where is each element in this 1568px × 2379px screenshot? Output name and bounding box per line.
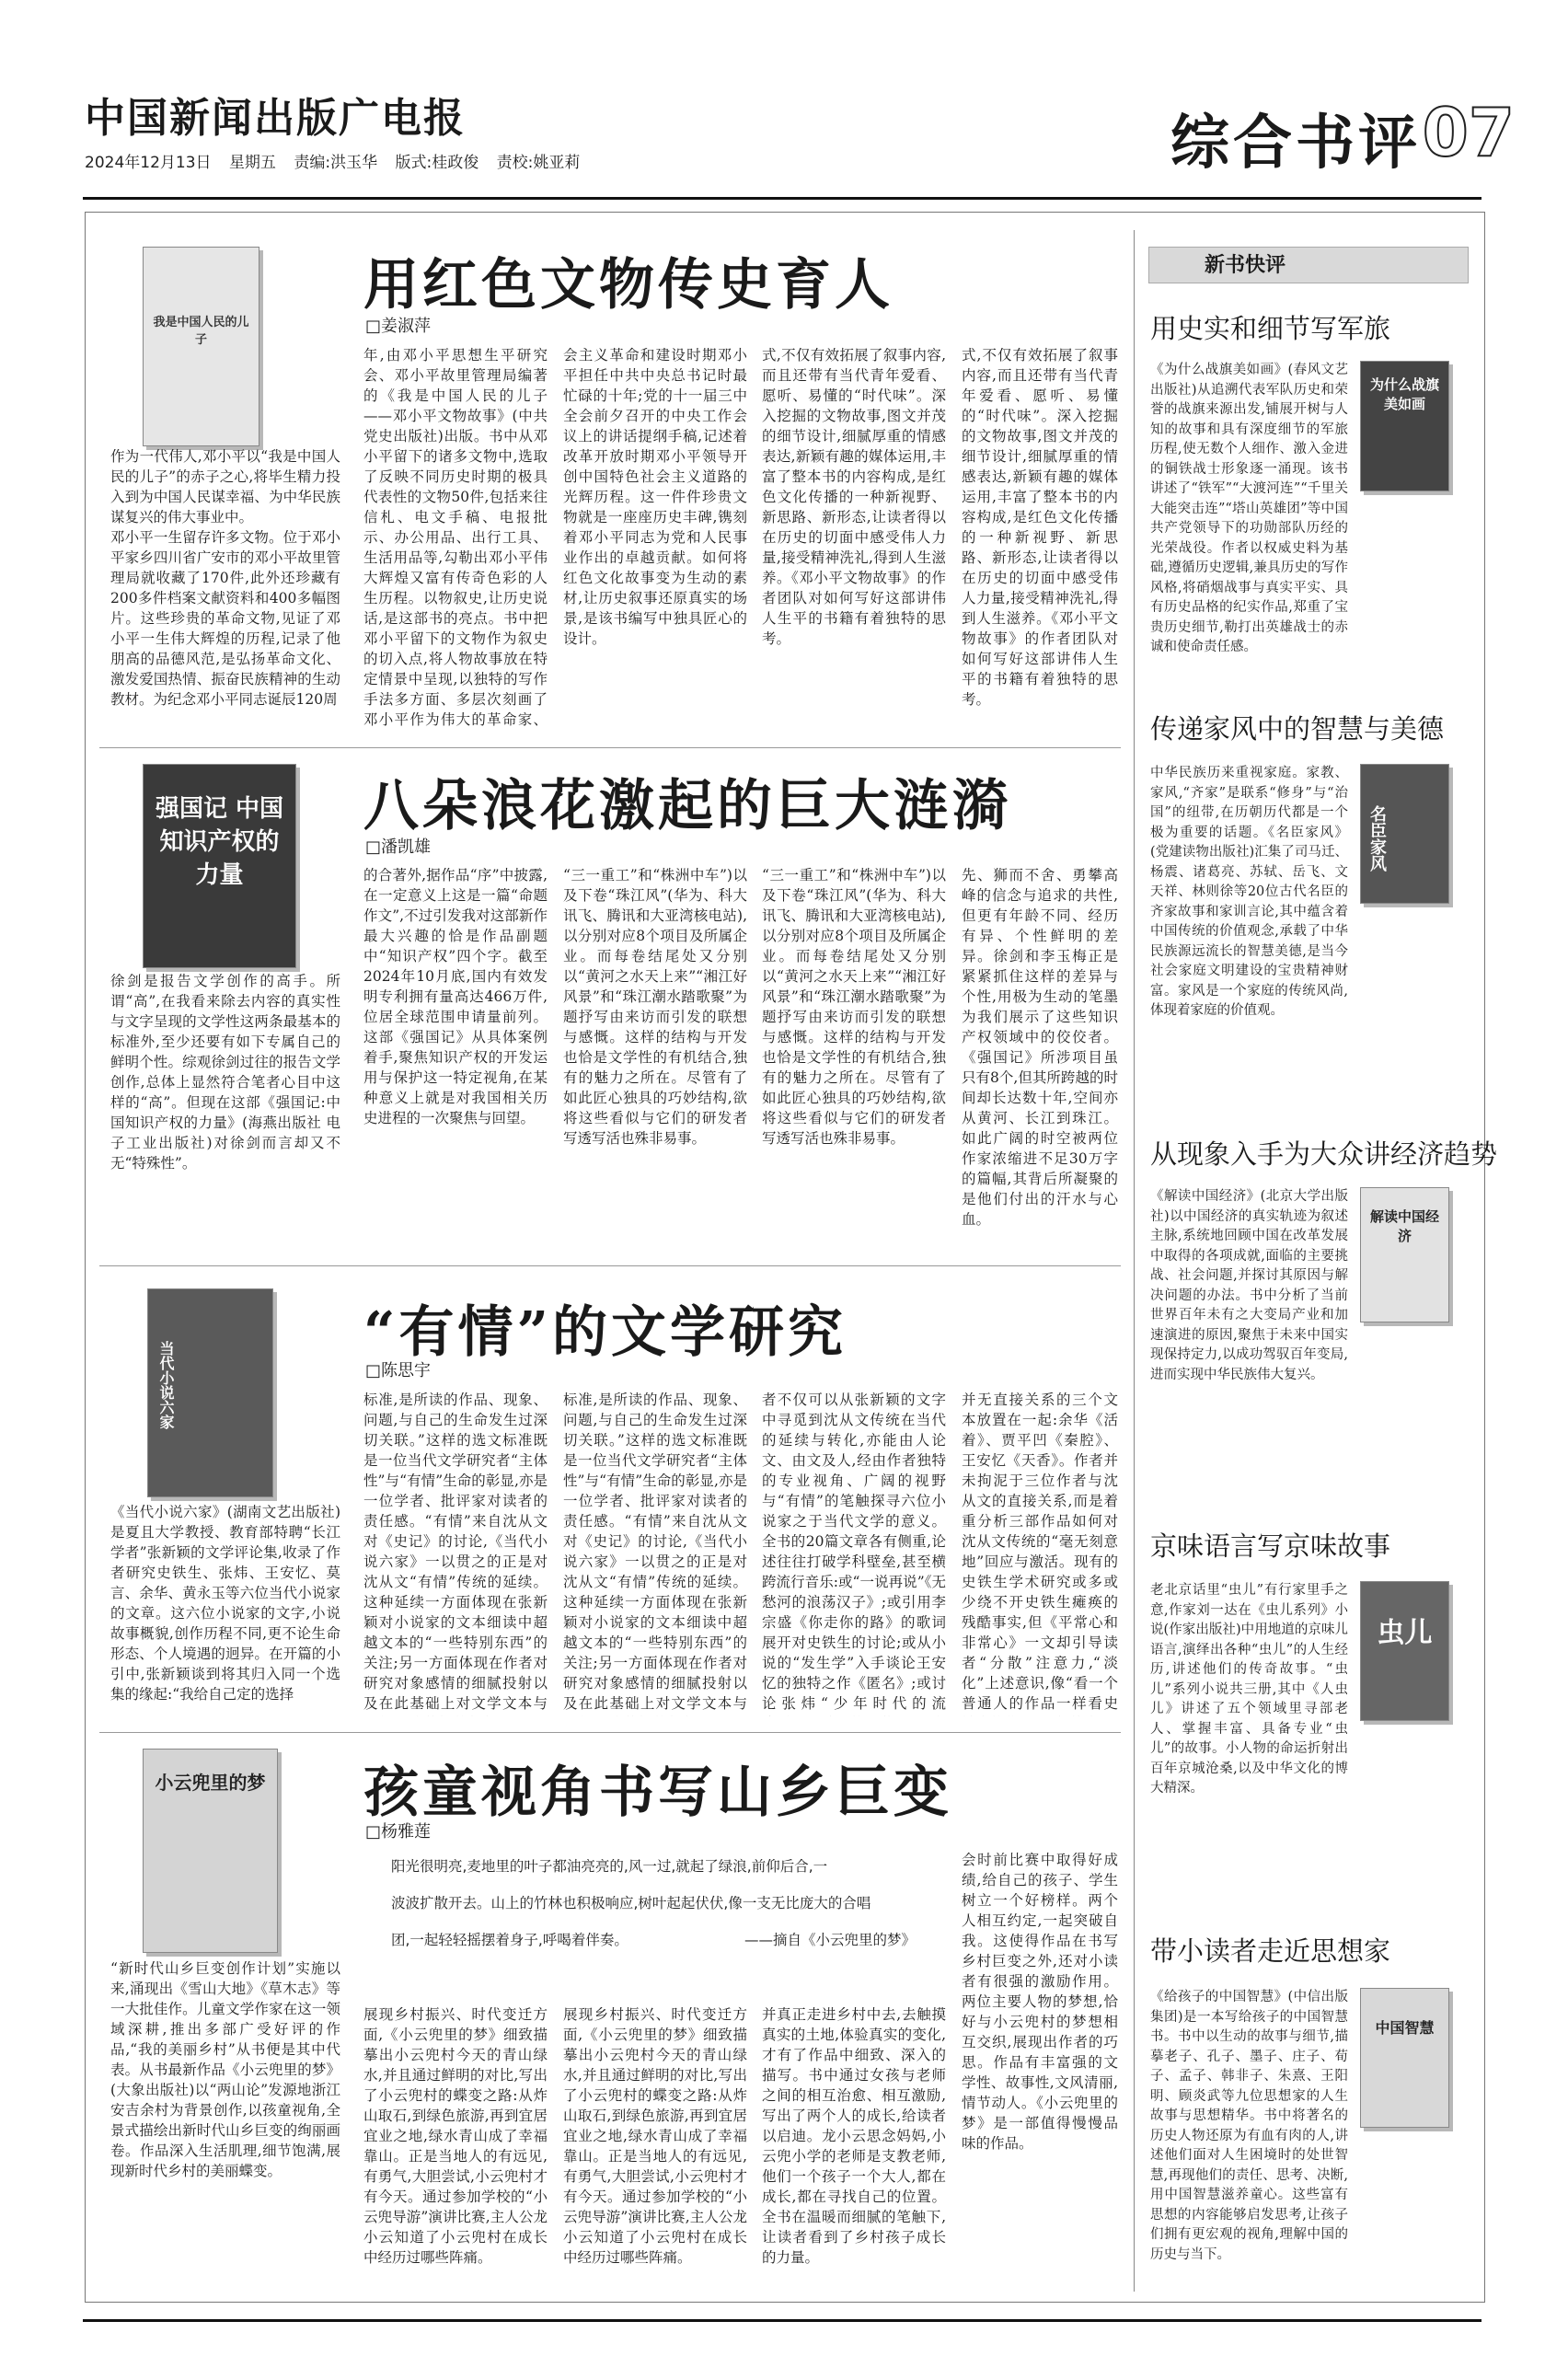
book-cover-title-4: 小云兜里的梦 <box>155 1772 266 1794</box>
book-cover-3 <box>147 1288 273 1497</box>
article-title-4: 孩童视角书写山乡巨变 <box>363 1761 952 1825</box>
issue-date: 2024年12月13日 <box>85 154 212 172</box>
review-cover-2 <box>1360 764 1449 904</box>
article-byline-3: □陈思宇 <box>365 1361 432 1380</box>
pull-quote-source: ——摘自《小云兜里的梦》 <box>744 1932 916 1948</box>
review-text-4: 老北京话里“虫儿”有行家里手之意,作家刘一达在《虫儿系列》小说(作家出版社)中用地道的京味儿语言,演绎出各种“虫儿”的人生经历,讲述他们的传奇故事。“虫儿”系列小说共三册,其中《人虫儿》讲述了五个领域里寻部老人、掌握丰富、具备专业“虫儿”的故事。小人物的命运折射出百年京城沧桑,以及中华文化的博大精深。 <box>1150 1583 1348 1796</box>
article-title-1: 用红色文物传史育人 <box>363 253 894 318</box>
book-cover-4 <box>143 1749 278 1953</box>
article-divider-1 <box>99 747 1121 748</box>
review-title-1: 用史实和细节写军旅 <box>1150 313 1391 344</box>
article-title-2: 八朵浪花激起的巨大涟漪 <box>363 774 1011 838</box>
article-lead-2: 徐剑是报告文学创作的高手。所谓“高”,在我看来除去内容的真实性与文字呈现的文学性这两条最基本的标准外,至少还要有如下专属自己的鲜明个性。综观徐剑过往的报告文学创作,总体上显然符合笔者心目中这样的“高”。但现在这部《强国记:中国知识产权的力量》(海燕出版社 电子工业出版社)对徐剑而言却又不无“特殊性”。 <box>110 973 340 1172</box>
article-divider-3 <box>99 1732 1121 1733</box>
issue-editor: 责编:洪玉华 <box>294 154 378 172</box>
pull-quote-line: 波波扩散开去。山上的竹林也积极响应,树叶起起伏伏,像一支无比庞大的合唱 <box>391 1895 871 1911</box>
article-col-2-3: “三一重工”和“株洲中车”)以及下卷“珠江风”(华为、科大讯飞、腾讯和大亚湾核电站),以分别对应8个项目及所属企业。而每卷结尾处又分别以“黄河之水天上来”“湘江好风景”和“珠江潮水踏歌聚”为题抒写由来访而引发的联想与感慨。这样的结构与开发也恰是文学性的有机结合,独有的魅力之所在。尽管有了如此匠心独具的巧妙结构,欲将这些看似与它们的研发者写透写活也殊非易事。 <box>762 867 946 1147</box>
book-cover-2 <box>143 764 296 968</box>
review-text-1: 《为什么战旗美如画》(春风文艺出版社)从追溯代表军队历史和荣誉的战旗来源出发,铺展开树与人知的故事和具有深度细节的军旅历程,使无数个人细作、激入金进的铜铁战士形象逐一涌现。该书讲述了“铁军”“大渡河连”“千里关大能突击连”“塔山英雄团”等中国共产党领导下的功勋部队历经的光荣战役。作者以权威史料为基础,遵循历史逻辑,兼具历史的写作风格,将硝烟战事与真实平实、具有历史品格的纪实作品,郑重了宝贵历史细节,勒打出英雄战士的赤诚和使命责任感。 <box>1150 363 1348 654</box>
section-title: 综合书评 <box>1170 110 1421 178</box>
review-cover-title-1: 为什么战旗美如画 <box>1369 376 1439 412</box>
article-lead-3: 《当代小说六家》(湖南文艺出版社)是夏且大学教授、教育部特聘“长江学者”张新颖的文学评论集,收录了作者研究史铁生、张炜、王安忆、莫言、余华、黄永玉等六位当代小说家的文章。这六位小说家的文字,小说故事概貌,创作历程不同,更不论生命形态、个人境遇的迥异。在开篇的小引中,张新颖谈到将其归入同一个选集的缘起:“我给自己定的选择 <box>110 1504 340 1703</box>
article-col-3-1: 标准,是所读的作品、现象、问题,与自己的生命发生过深切关联。”这样的选文标准既是一位当代文学研究者“主体性”与“有情”生命的彰显,亦是一位学者、批评家对读者的责任感。“有情”来自沈从文对《史记》的讨论,《当代小说六家》一以贯之的正是对沈从文“有情”传统的延续。这种延续一方面体现在张新颖对小说家的文本细读中超越文本的“一些特别东西”的关注;另一方面体现在作者对研究对象感情的细腻投射以及在此基础上对文学文本与 <box>363 1392 548 1712</box>
article-col-4-3: 并真正走进乡村中去,去触摸真实的土地,体验真实的变化,才有了作品中细致、深入的描写。书中通过女孩与老师之间的相互治愈、相互激励,写出了两个人的成长,给读者以启迪。龙小云思念妈妈,小云兜小学的老师是支教老师,他们一个孩子一个大人,都在成长,都在寻找自己的位置。全书在温暖而细腻的笔触下,让读者看到了乡村孩子成长的力量。 <box>762 2006 946 2266</box>
pull-quote-line: 团,一起轻轻摇摆着身子,呼喝着伴奏。 <box>391 1932 628 1948</box>
article-col-4-4: 会时前比赛中取得好成绩,给自己的孩子、学生树立一个好榜样。两个人相互约定,一起突破自我。这使得作品在书写乡村巨变之外,还对小读者有很强的激励作用。两位主要人物的梦想,恰好与小云兜村的梦想相互交织,展现出作者的巧思。作品有丰富强的文学性、故事性,文风清丽,情节动人。《小云兜里的梦》是一部值得慢慢品味的作品。 <box>962 1852 1118 2152</box>
article-lead-text-1: 作为一代伟人,邓小平以“我是中国人民的儿子”的赤子之心,将毕生精力投入到为中国人民谋幸福、为中华民族谋复兴的伟大事业中。 <box>110 448 340 525</box>
review-title-2: 传递家风中的智慧与美德 <box>1150 713 1445 745</box>
article-col-2-2: “三一重工”和“株洲中车”)以及下卷“珠江风”(华为、科大讯飞、腾讯和大亚湾核电站),以分别对应8个项目及所属企业。而每卷结尾处又分别以“黄河之水天上来”“湘江好风景”和“珠江潮水踏歌聚”为题抒写由来访而引发的联想与感慨。这样的结构与开发也恰是文学性的有机结合,独有的魅力之所在。尽管有了如此匠心独具的巧妙结构,欲将这些看似与它们的研发者写透写活也殊非易事。 <box>563 867 747 1147</box>
article-col-1-2: 会主义革命和建设时期邓小平担任中共中央总书记时最忙碌的十年;党的十一届三中全会前夕召开的中央工作会议上的讲话提纲手稿,记述着改革开放时期邓小平领导开创中国特色社会主义道路的光辉历程。这一件件珍贵文物就是一座座历史丰碑,镌刻着邓小平同志为党和人民事业作出的卓越贡献。如何将红色文化故事变为生动的素材,让历史叙事还原真实的场景,是该书编写中独具匠心的设计。 <box>563 347 747 647</box>
article-byline-1: □姜淑萍 <box>365 317 432 336</box>
issue-meta <box>85 149 593 172</box>
article-lead-4: “新时代山乡巨变创作计划”实施以来,涌现出《雪山大地》《草木志》等一大批佳作。儿童文学作家在这一领域深耕,推出多部广受好评的作品,“我的美丽乡村”从书便是其中代表。从书最新作品《小云兜里的梦》(大象出版社)以“两山论”发源地浙江安吉余村为背景创作,以孩童视角,全景式描绘出新时代山乡巨变的绚丽画卷。作品深入生活肌理,细节饱满,展现新时代乡村的美丽蝶变。 <box>110 1960 340 2179</box>
review-cover-1 <box>1360 361 1449 491</box>
review-title-3: 从现象入手为大众讲经济趋势 <box>1150 1138 1498 1170</box>
review-title-5: 带小读者走近思想家 <box>1150 1935 1391 1967</box>
issue-layout: 版式:桂政俊 <box>395 154 479 172</box>
sidebar-header: 新书快评 <box>1148 247 1469 283</box>
article-author-3: 陈思宇 <box>381 1361 432 1380</box>
article-byline-4: □杨雅莲 <box>365 1822 432 1842</box>
issue-weekday: 星期五 <box>228 154 276 172</box>
article-divider-2 <box>99 1265 1121 1266</box>
article-byline-2: □潘凯雄 <box>365 837 432 857</box>
review-cover-title-2: 名臣家风 <box>1367 805 1387 872</box>
pull-quote <box>391 1848 916 1958</box>
book-cover-1 <box>143 247 259 446</box>
review-title-4: 京味语言写京味故事 <box>1150 1530 1391 1562</box>
article-col-3-3: 者不仅可以从张新颖的文字中寻觅到沈从文传统在当代的延续与转化,亦能由人论文、由文及人,经由作者独特的专业视角、广阔的视野与“有情”的笔触探寻六位小说家之于当代文学的意义。全书的20篇文章各有侧重,论述往往打破学科壁垒,甚至横跨流行音乐:或“一说再说”《无愁河的浪荡汉子》;或引用李宗盛《你走你的路》的歌词展开对史铁生的讨论;或从小说的“发生学”入手谈论王安忆的独特之作《匿名》;或讨论张炜“少年时代的流 <box>762 1392 946 1712</box>
book-cover-title-1: 我是中国人民的儿子 <box>153 316 249 347</box>
book-cover-title-3: 当代小说六家 <box>157 1341 175 1429</box>
review-text-2: 中华民族历来重视家庭。家教、家风,“齐家”是联系“修身”与“治国”的纽带,在历朝历代都是一个极为重要的话题。《名臣家风》(党建读物出版社)汇集了司马迁、杨震、诸葛亮、苏轼、岳飞、文天祥、林则徐等20位古代名臣的齐家故事和家训言论,其中蕴含着中国传统的价值观念,承载了中华民族源远流长的智慧美德,是当今社会家庭文明建设的宝贵精神财富。家风是一个家庭的传统风尚,体现着家庭的价值观。 <box>1150 766 1348 1018</box>
article-col-2-1: 的合著外,据作品“序”中披露,在一定意义上这是一篇“命题作文”,不过引发我对这部新作最大兴趣的恰是作品副题中“知识产权”四个字。截至2024年10月底,国内有效发明专利拥有量高达466万件,位居全球范围申请量前列。这部《强国记》从具体案例着手,聚焦知识产权的开发运用与保护这一特定视角,在某种意义上就是对我国相关历史进程的一次聚焦与回望。 <box>363 867 548 1126</box>
top-rule <box>83 197 1482 200</box>
article-author-1: 姜淑萍 <box>381 317 432 336</box>
article-lead-1 <box>110 446 340 732</box>
column-divider <box>1134 230 1135 2292</box>
article-col-1-4: 式,不仅有效拓展了叙事内容,而且还带有当代青年爱看、愿听、易懂的“时代味”。深入挖掘的文物故事,图文并茂的细节设计,细腻厚重的情感表达,新颖有趣的媒体运用,丰富了整本书的内容构成,是红色文化传播的一种新视野、新思路、新形态,让读者得以在历史的切面中感受伟人力量,接受精神洗礼,得到人生滋养。《邓小平文物故事》的作者团队对如何写好这部讲伟人生平的书籍有着独特的思考。 <box>962 347 1118 708</box>
article-author-4: 杨雅莲 <box>381 1822 432 1842</box>
page-number: 07 <box>1422 94 1515 171</box>
newspaper-masthead: 中国新闻出版广电报 <box>85 95 466 142</box>
pull-quote-line: 阳光很明亮,麦地里的叶子都油亮亮的,风一过,就起了绿浪,前仰后合,一 <box>391 1858 828 1875</box>
review-text-5: 《给孩子的中国智慧》(中信出版集团)是一本写给孩子的中国智慧书。书中以生动的故事与细节,描摹老子、孔子、墨子、庄子、荀子、孟子、韩非子、朱熹、王阳明、顾炎武等九位思想家的人生故事与思想精华。书中将著名的历史人物还原为有血有肉的人,讲述他们面对人生困境时的处世智慧,再现他们的责任、思考、决断,用中国智慧滋养童心。这些富有思想的内容能够启发思考,让孩子们拥有更宏观的视角,理解中国的历史与当下。 <box>1150 1990 1348 2262</box>
article-col-1-3: 式,不仅有效拓展了叙事内容,而且还带有当代青年爱看、愿听、易懂的“时代味”。深入挖掘的文物故事,图文并茂的细节设计,细腻厚重的情感表达,新颖有趣的媒体运用,丰富了整本书的内容构成,是红色文化传播的一种新视野、新思路、新形态,让读者得以在历史的切面中感受伟人力量,接受精神洗礼,得到人生滋养。《邓小平文物故事》的作者团队对如何写好这部讲伟人生平的书籍有着独特的思考。 <box>762 347 946 647</box>
article-col-1-0: 邓小平一生留存许多文物。位于邓小平家乡四川省广安市的邓小平故里管理局就收藏了170件,此外还珍藏有200多件档案文献资料和400多幅图片。这些珍贵的革命文物,见证了邓小平一生伟大辉煌的历程,记录了他朋高的品德风范,是弘扬革命文化、激发爱国热情、振奋民族精神的生动教材。为纪念邓小平同志诞辰120周 <box>110 529 340 708</box>
article-col-3-4: 并无直接关系的三个文本放置在一起:余华《活着》、贾平凹《秦腔》、王安忆《天香》。作者并未拘泥于三位作者与沈从文的直接关系,而是着重分析三部作品如何对沈从文传统的“毫无刻意地”回应与激活。现有的史铁生学术研究或多或少绕不开史铁生瘫痪的残酷事实,但《平常心和非常心》一文却引导读者“分散”注意力,“淡化”上述意识,像“看一个普通人的作品一样看史 <box>962 1392 1118 1712</box>
article-col-3-2: 标准,是所读的作品、现象、问题,与自己的生命发生过深切关联。”这样的选文标准既是一位当代文学研究者“主体性”与“有情”生命的彰显,亦是一位学者、批评家对读者的责任感。“有情”来自沈从文对《史记》的讨论,《当代小说六家》一以贯之的正是对沈从文“有情”传统的延续。这种延续一方面体现在张新颖对小说家的文本细读中超越文本的“一些特别东西”的关注;另一方面体现在作者对研究对象感情的细腻投射以及在此基础上对文学文本与 <box>563 1392 747 1712</box>
book-cover-title-2: 强国记 中国知识产权的力量 <box>155 795 284 889</box>
review-cover-title-4: 虫儿 <box>1377 1617 1433 1649</box>
article-col-4-1: 展现乡村振兴、时代变迁方面,《小云兜里的梦》细致描摹出小云兜村今天的青山绿水,并且通过鲜明的对比,写出了小云兜村的蝶变之路:从炸山取石,到绿色旅游,再到宜居宜业之地,绿水青山成了幸福靠山。正是当地人的有远见,有勇气,大胆尝试,小云兜村才有今天。通过参加学校的“小云兜导游”演讲比赛,主人公龙小云知道了小云兜村在成长中经历过哪些阵痛。 <box>363 2006 548 2266</box>
review-cover-title-3: 解读中国经济 <box>1369 1208 1439 1244</box>
article-col-2-4: 先、狮而不舍、勇攀高峰的信念与追求的共性,但更有年龄不同、经历有异、个性鲜明的差异。徐剑和李玉梅正是紧紧抓住这样的差异与个性,用极为生动的笔墨为我们展示了这些知识产权领域中的佼佼者。《强国记》所涉项目虽只有8个,但其所跨越的时间却长达数十年,空间亦从黄河、长江到珠江。如此广阔的时空被两位作家浓缩进不足30万字的篇幅,其背后所凝聚的是他们付出的汗水与心血。 <box>962 867 1118 1228</box>
issue-proof: 责校:姚亚莉 <box>496 154 581 172</box>
article-col-1-1: 年,由邓小平思想生平研究会、邓小平故里管理局编著的《我是中国人民的儿子——邓小平文物故事》(中共党史出版社)出版。书中从邓小平留下的诸多文物中,选取了反映不同历史时期的极具代表性的文物50件,包括来往信札、电文手稿、电报批示、办公用品、出行工具、生活用品等,勾勒出邓小平伟大辉煌又富有传奇色彩的人生历程。以物叙史,让历史说话,是这部书的亮点。书中把邓小平留下的文物作为叙史的切入点,将人物故事放在特定情景中呈现,以独特的写作手法多方面、多层次刻画了邓小平作为伟大的革命家、 <box>363 347 548 728</box>
article-title-3: “有情”的文学研究 <box>363 1300 847 1365</box>
review-cover-3 <box>1360 1187 1449 1322</box>
article-author-2: 潘凯雄 <box>381 837 432 857</box>
review-cover-title-5: 中国智慧 <box>1375 2019 1435 2037</box>
review-text-3: 《解读中国经济》(北京大学出版社)以中国经济的真实轨迹为叙述主脉,系统地回顾中国在改革发展中取得的各项成就,面临的主要挑战、社会问题,并探讨其原因与解决问题的办法。书中分析了当前世界百年未有之大变局产业和加速演进的原因,聚焦于未来中国实现保持定力,以成功驾驭百年变局,进而实现中华民族伟大复兴。 <box>1150 1189 1348 1382</box>
bottom-rule <box>83 2319 1482 2322</box>
article-col-4-2: 展现乡村振兴、时代变迁方面,《小云兜里的梦》细致描摹出小云兜村今天的青山绿水,并且通过鲜明的对比,写出了小云兜村的蝶变之路:从炸山取石,到绿色旅游,再到宜居宜业之地,绿水青山成了幸福靠山。正是当地人的有远见,有勇气,大胆尝试,小云兜村才有今天。通过参加学校的“小云兜导游”演讲比赛,主人公龙小云知道了小云兜村在成长中经历过哪些阵痛。 <box>563 2006 747 2266</box>
review-cover-4 <box>1360 1581 1449 1721</box>
review-cover-5 <box>1360 1988 1449 2128</box>
